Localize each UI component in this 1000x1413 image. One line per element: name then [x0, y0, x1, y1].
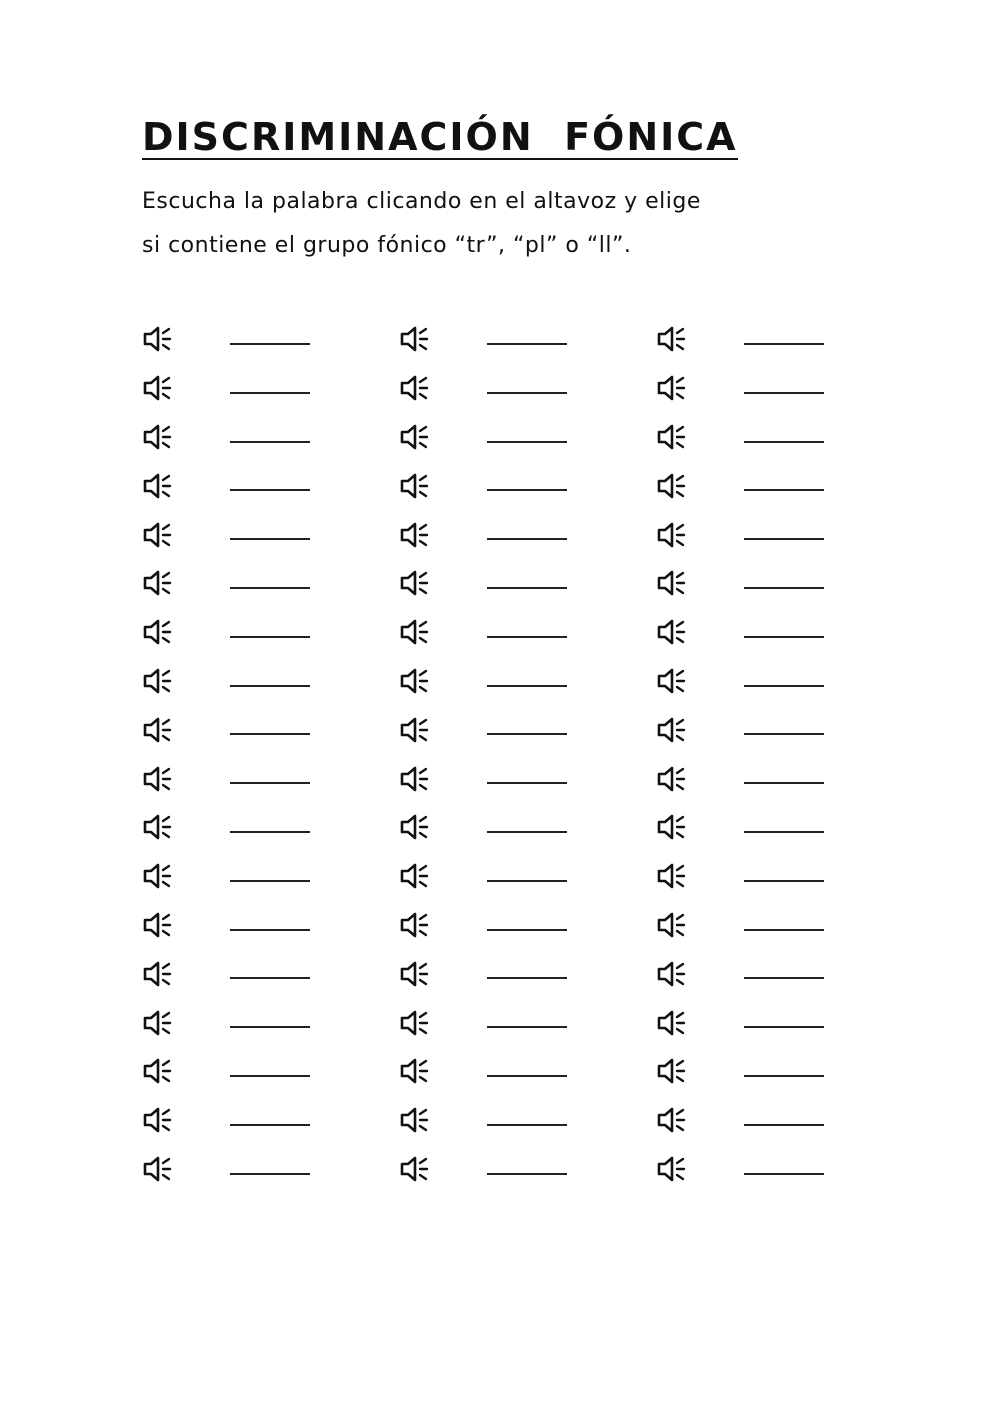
speaker-audio-icon[interactable] [142, 715, 172, 745]
exercise-item [656, 705, 862, 754]
speaker-audio-icon[interactable] [656, 1154, 686, 1184]
speaker-audio-icon[interactable] [656, 568, 686, 598]
answer-blank[interactable] [230, 489, 310, 491]
exercise-item [142, 754, 399, 803]
answer-blank[interactable] [744, 392, 824, 394]
exercise-item [656, 1096, 862, 1145]
answer-blank[interactable] [744, 929, 824, 931]
speaker-audio-icon[interactable] [399, 471, 429, 501]
speaker-audio-icon[interactable] [399, 520, 429, 550]
answer-blank[interactable] [744, 831, 824, 833]
exercise-item [399, 608, 656, 657]
answer-blank[interactable] [744, 343, 824, 345]
answer-blank[interactable] [744, 1026, 824, 1028]
speaker-audio-icon[interactable] [142, 1154, 172, 1184]
answer-blank[interactable] [230, 685, 310, 687]
speaker-audio-icon[interactable] [399, 422, 429, 452]
speaker-audio-icon[interactable] [142, 568, 172, 598]
exercise-item [399, 852, 656, 901]
answer-blank[interactable] [744, 1124, 824, 1126]
speaker-audio-icon[interactable] [399, 959, 429, 989]
exercise-item [142, 364, 399, 413]
exercise-item [142, 657, 399, 706]
answer-blank[interactable] [487, 831, 567, 833]
answer-blank[interactable] [487, 392, 567, 394]
speaker-audio-icon[interactable] [399, 1154, 429, 1184]
answer-blank[interactable] [487, 636, 567, 638]
exercise-item [656, 901, 862, 950]
speaker-audio-icon[interactable] [656, 812, 686, 842]
speaker-audio-icon[interactable] [656, 910, 686, 940]
answer-blank[interactable] [487, 880, 567, 882]
speaker-audio-icon[interactable] [399, 861, 429, 891]
instruction-line-2: si contiene el grupo fónico “tr”, “pl” o “ll”. [142, 233, 632, 258]
answer-blank[interactable] [487, 733, 567, 735]
answer-blank[interactable] [230, 831, 310, 833]
exercise-item [656, 754, 862, 803]
speaker-audio-icon[interactable] [142, 1105, 172, 1135]
exercise-item [656, 559, 862, 608]
answer-blank[interactable] [744, 685, 824, 687]
answer-blank[interactable] [487, 977, 567, 979]
answer-blank[interactable] [230, 782, 310, 784]
speaker-audio-icon[interactable] [399, 373, 429, 403]
exercise-item [142, 413, 399, 462]
exercise-item [399, 901, 656, 950]
exercise-item [399, 413, 656, 462]
speaker-audio-icon[interactable] [399, 324, 429, 354]
exercise-item [142, 949, 399, 998]
answer-blank[interactable] [744, 538, 824, 540]
exercise-item [142, 1047, 399, 1096]
exercise-item [656, 608, 862, 657]
answer-blank[interactable] [487, 1173, 567, 1175]
speaker-audio-icon[interactable] [142, 520, 172, 550]
exercise-item [399, 1096, 656, 1145]
exercise-item [142, 510, 399, 559]
exercise-item [142, 852, 399, 901]
speaker-audio-icon[interactable] [142, 617, 172, 647]
answer-blank[interactable] [487, 685, 567, 687]
speaker-audio-icon[interactable] [142, 812, 172, 842]
exercise-item [142, 1145, 399, 1194]
speaker-audio-icon[interactable] [142, 861, 172, 891]
speaker-audio-icon[interactable] [399, 617, 429, 647]
speaker-audio-icon[interactable] [656, 324, 686, 354]
speaker-audio-icon[interactable] [142, 666, 172, 696]
answer-blank[interactable] [744, 1173, 824, 1175]
answer-blank[interactable] [744, 977, 824, 979]
answer-blank[interactable] [230, 1173, 310, 1175]
exercise-item [399, 657, 656, 706]
speaker-audio-icon[interactable] [399, 910, 429, 940]
exercise-item [656, 1145, 862, 1194]
exercise-item [656, 998, 862, 1047]
exercise-item [142, 705, 399, 754]
answer-blank[interactable] [230, 733, 310, 735]
answer-blank[interactable] [487, 1026, 567, 1028]
answer-blank[interactable] [744, 489, 824, 491]
exercise-item [142, 998, 399, 1047]
answer-blank[interactable] [230, 1124, 310, 1126]
answer-blank[interactable] [744, 441, 824, 443]
speaker-audio-icon[interactable] [399, 764, 429, 794]
answer-blank[interactable] [230, 977, 310, 979]
answer-blank[interactable] [487, 441, 567, 443]
speaker-audio-icon[interactable] [656, 471, 686, 501]
speaker-audio-icon[interactable] [142, 910, 172, 940]
speaker-audio-icon[interactable] [399, 1056, 429, 1086]
speaker-audio-icon[interactable] [142, 1008, 172, 1038]
exercise-grid [142, 315, 862, 1193]
answer-blank[interactable] [487, 489, 567, 491]
speaker-audio-icon[interactable] [656, 959, 686, 989]
exercise-item [399, 510, 656, 559]
speaker-audio-icon[interactable] [656, 617, 686, 647]
answer-blank[interactable] [230, 441, 310, 443]
speaker-audio-icon[interactable] [656, 520, 686, 550]
exercise-item [399, 803, 656, 852]
exercise-item [399, 461, 656, 510]
answer-blank[interactable] [230, 929, 310, 931]
answer-blank[interactable] [487, 343, 567, 345]
speaker-audio-icon[interactable] [142, 1056, 172, 1086]
answer-blank[interactable] [744, 636, 824, 638]
exercise-item [656, 315, 862, 364]
answer-blank[interactable] [744, 587, 824, 589]
speaker-audio-icon[interactable] [656, 422, 686, 452]
speaker-audio-icon[interactable] [656, 373, 686, 403]
speaker-audio-icon[interactable] [399, 1008, 429, 1038]
exercise-item [142, 461, 399, 510]
answer-blank[interactable] [744, 880, 824, 882]
answer-blank[interactable] [487, 1075, 567, 1077]
answer-blank[interactable] [230, 636, 310, 638]
worksheet-title: DISCRIMINACIÓN FÓNICA [142, 115, 738, 159]
instruction-line-1: Escucha la palabra clicando en el altavoz y elige [142, 189, 701, 214]
speaker-audio-icon[interactable] [399, 568, 429, 598]
speaker-audio-icon[interactable] [399, 715, 429, 745]
speaker-audio-icon[interactable] [656, 715, 686, 745]
exercise-item [656, 1047, 862, 1096]
answer-blank[interactable] [230, 880, 310, 882]
exercise-item [656, 803, 862, 852]
speaker-audio-icon[interactable] [142, 324, 172, 354]
answer-blank[interactable] [744, 1075, 824, 1077]
answer-blank[interactable] [230, 392, 310, 394]
speaker-audio-icon[interactable] [142, 471, 172, 501]
answer-blank[interactable] [744, 733, 824, 735]
exercise-item [656, 364, 862, 413]
exercise-item [656, 461, 862, 510]
exercise-item [399, 364, 656, 413]
exercise-item [399, 1145, 656, 1194]
exercise-item [399, 949, 656, 998]
exercise-item [142, 1096, 399, 1145]
answer-blank[interactable] [487, 538, 567, 540]
exercise-item [142, 803, 399, 852]
speaker-audio-icon[interactable] [399, 812, 429, 842]
answer-blank[interactable] [744, 782, 824, 784]
answer-blank[interactable] [230, 587, 310, 589]
answer-blank[interactable] [487, 1124, 567, 1126]
speaker-audio-icon[interactable] [656, 1056, 686, 1086]
exercise-item [656, 852, 862, 901]
exercise-item [399, 705, 656, 754]
speaker-audio-icon[interactable] [399, 666, 429, 696]
exercise-item [656, 949, 862, 998]
instructions [142, 180, 862, 268]
answer-blank[interactable] [487, 587, 567, 589]
exercise-item [142, 901, 399, 950]
speaker-audio-icon[interactable] [399, 1105, 429, 1135]
exercise-item [656, 510, 862, 559]
speaker-audio-icon[interactable] [656, 1008, 686, 1038]
speaker-audio-icon[interactable] [656, 764, 686, 794]
exercise-item [142, 608, 399, 657]
speaker-audio-icon[interactable] [656, 1105, 686, 1135]
speaker-audio-icon[interactable] [656, 861, 686, 891]
exercise-item [656, 657, 862, 706]
answer-blank[interactable] [230, 1075, 310, 1077]
exercise-item [142, 315, 399, 364]
speaker-audio-icon[interactable] [142, 422, 172, 452]
answer-blank[interactable] [230, 538, 310, 540]
speaker-audio-icon[interactable] [656, 666, 686, 696]
exercise-item [399, 559, 656, 608]
answer-blank[interactable] [487, 782, 567, 784]
exercise-item [399, 1047, 656, 1096]
exercise-item [399, 754, 656, 803]
exercise-item [656, 413, 862, 462]
answer-blank[interactable] [487, 929, 567, 931]
answer-blank[interactable] [230, 1026, 310, 1028]
speaker-audio-icon[interactable] [142, 959, 172, 989]
exercise-item [399, 998, 656, 1047]
speaker-audio-icon[interactable] [142, 764, 172, 794]
answer-blank[interactable] [230, 343, 310, 345]
exercise-item [399, 315, 656, 364]
exercise-item [142, 559, 399, 608]
speaker-audio-icon[interactable] [142, 373, 172, 403]
